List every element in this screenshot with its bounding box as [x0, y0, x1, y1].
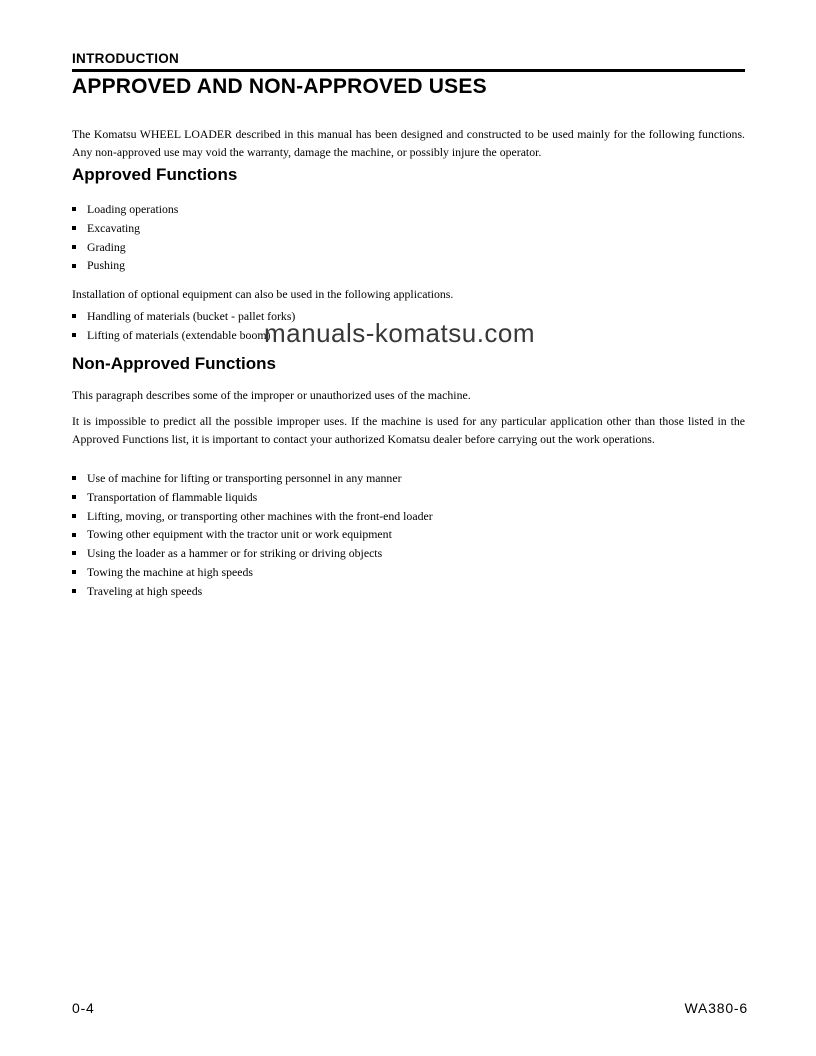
bullet-icon	[72, 207, 76, 211]
list-item	[72, 469, 745, 488]
list-item	[72, 544, 745, 563]
list-item	[72, 525, 745, 544]
bullet-icon	[72, 314, 76, 318]
bullet-icon	[72, 226, 76, 230]
list-item	[72, 563, 745, 582]
bullet-icon	[72, 551, 76, 555]
list-item	[72, 488, 745, 507]
bullet-icon	[72, 245, 76, 249]
list-item-label: Pushing	[87, 258, 126, 273]
manual-page	[72, 0, 745, 1056]
bullet-icon	[72, 264, 76, 268]
list-item-label: Traveling at high speeds	[87, 583, 203, 598]
bullet-icon	[72, 514, 76, 518]
list-item-label: Use of machine for lifting or transporting personnel in any manner	[87, 471, 402, 485]
bullet-icon	[72, 495, 76, 499]
bullet-icon	[72, 533, 76, 537]
footer-page-number: 0-4	[72, 1000, 95, 1016]
optional-equipment-note: Installation of optional equipment can also be used in the following applications.	[72, 287, 454, 301]
list-item	[72, 238, 745, 257]
list-item-label: Lifting of materials (extendable boom)	[87, 327, 271, 342]
list-item-label: Towing other equipment with the tractor unit or work equipment	[87, 527, 392, 542]
non-approved-intro: This paragraph describes some of the improper or unauthorized uses of the machine.	[72, 388, 471, 402]
section-label: INTRODUCTION	[72, 51, 180, 66]
list-item	[72, 582, 745, 601]
header-rule	[72, 69, 745, 72]
watermark: manuals-komatsu.com	[264, 318, 536, 348]
approved-functions-list	[72, 200, 745, 275]
list-item-label: Excavating	[87, 220, 141, 235]
list-item	[72, 256, 745, 275]
footer-model-number: WA380-6	[684, 1000, 748, 1016]
intro-paragraph: The Komatsu WHEEL LOADER described in this manual has been designed and constructed to be used mainly for the following functions. Any non-approved use may void the warranty, damage the machine, or possibly injure the operator.	[72, 127, 745, 160]
list-item-label: Handling of materials (bucket - pallet forks)	[87, 309, 296, 323]
bullet-icon	[72, 476, 76, 480]
list-item	[72, 219, 745, 238]
approved-functions-heading: Approved Functions	[72, 165, 238, 184]
non-approved-uses-list	[72, 469, 745, 601]
list-item-label: Loading operations	[87, 202, 179, 216]
list-item-label: Lifting, moving, or transporting other machines with the front-end loader	[87, 508, 433, 523]
list-item-label: Grading	[87, 239, 126, 254]
bullet-icon	[72, 589, 76, 593]
list-item	[72, 507, 745, 526]
page-title: APPROVED AND NON-APPROVED USES	[72, 75, 487, 98]
non-approved-functions-heading: Non-Approved Functions	[72, 354, 276, 373]
list-item	[72, 200, 745, 219]
list-item-label: Transportation of flammable liquids	[87, 489, 258, 504]
non-approved-body: It is impossible to predict all the possible improper uses. If the machine is used for any particular application other than those listed in the Approved Functions list, it is important to contact your authorized Komatsu dealer before carrying out the work operations.	[72, 414, 745, 447]
bullet-icon	[72, 333, 76, 337]
list-item-label: Using the loader as a hammer or for striking or driving objects	[87, 546, 383, 561]
list-item-label: Towing the machine at high speeds	[87, 564, 253, 579]
bullet-icon	[72, 570, 76, 574]
